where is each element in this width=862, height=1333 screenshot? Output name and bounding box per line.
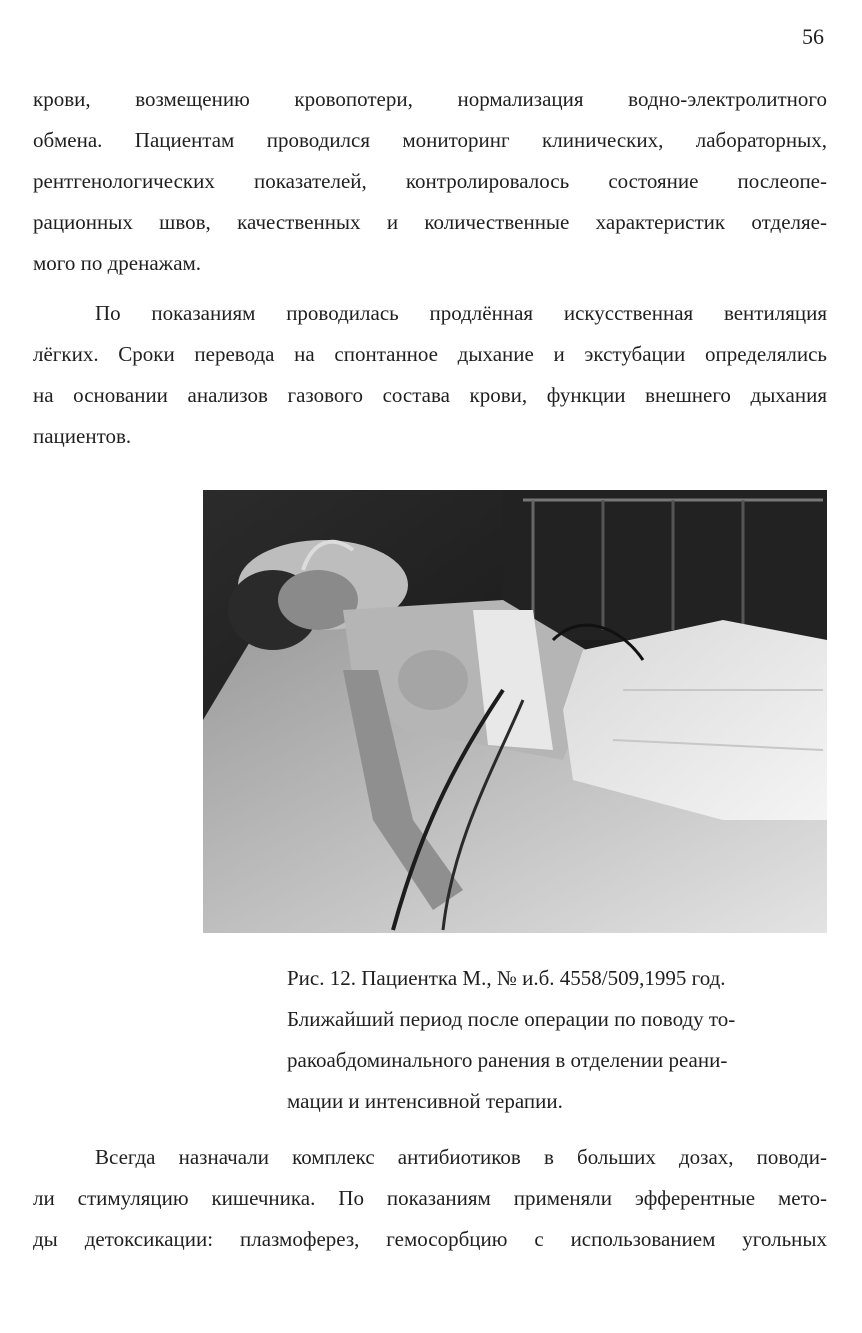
text-line: пациентов. [33,424,132,448]
patient-photo [203,490,827,933]
text-line: рационных швов, качественных и количественные характеристик отделяе- [33,210,827,234]
caption-line: ракоабдоминального ранения в отделении реани- [287,1048,728,1072]
text-line: По показаниям проводилась продлённая искусственная вентиляция [95,301,827,325]
text-line: рентгенологических показателей, контролировалось состояние послеопе- [33,169,827,193]
text-line: ды детоксикации: плазмоферез, гемосорбцию с использованием угольных [33,1227,827,1251]
paragraph-treatment [33,79,827,284]
figure-caption [287,958,827,1122]
text-line: Всегда назначали комплекс антибиотиков в больших дозах, поводи- [95,1145,827,1169]
caption-line: мации и интенсивной терапии. [287,1089,563,1113]
text-line: крови, возмещению кровопотери, нормализация водно-электролитного [33,87,827,111]
text-line: на основании анализов газового состава крови, функции внешнего дыхания [33,383,827,407]
page-number: 56 [802,24,824,49]
text-line: мого по дренажам. [33,251,202,275]
caption-line: Рис. 12. Пациентка М., № и.б. 4558/509,1995 год. [287,966,726,990]
paragraph-ventilation [33,293,827,457]
text-line: ли стимуляцию кишечника. По показаниям применяли эфферентные мето- [33,1186,827,1210]
text-line: обмена. Пациентам проводился мониторинг клинических, лабораторных, [33,128,827,152]
caption-line: Ближайший период после операции по поводу то- [287,1007,736,1031]
paragraph-antibiotics [33,1137,827,1260]
text-line: лёгких. Сроки перевода на спонтанное дыхание и экстубации определялись [33,342,827,366]
